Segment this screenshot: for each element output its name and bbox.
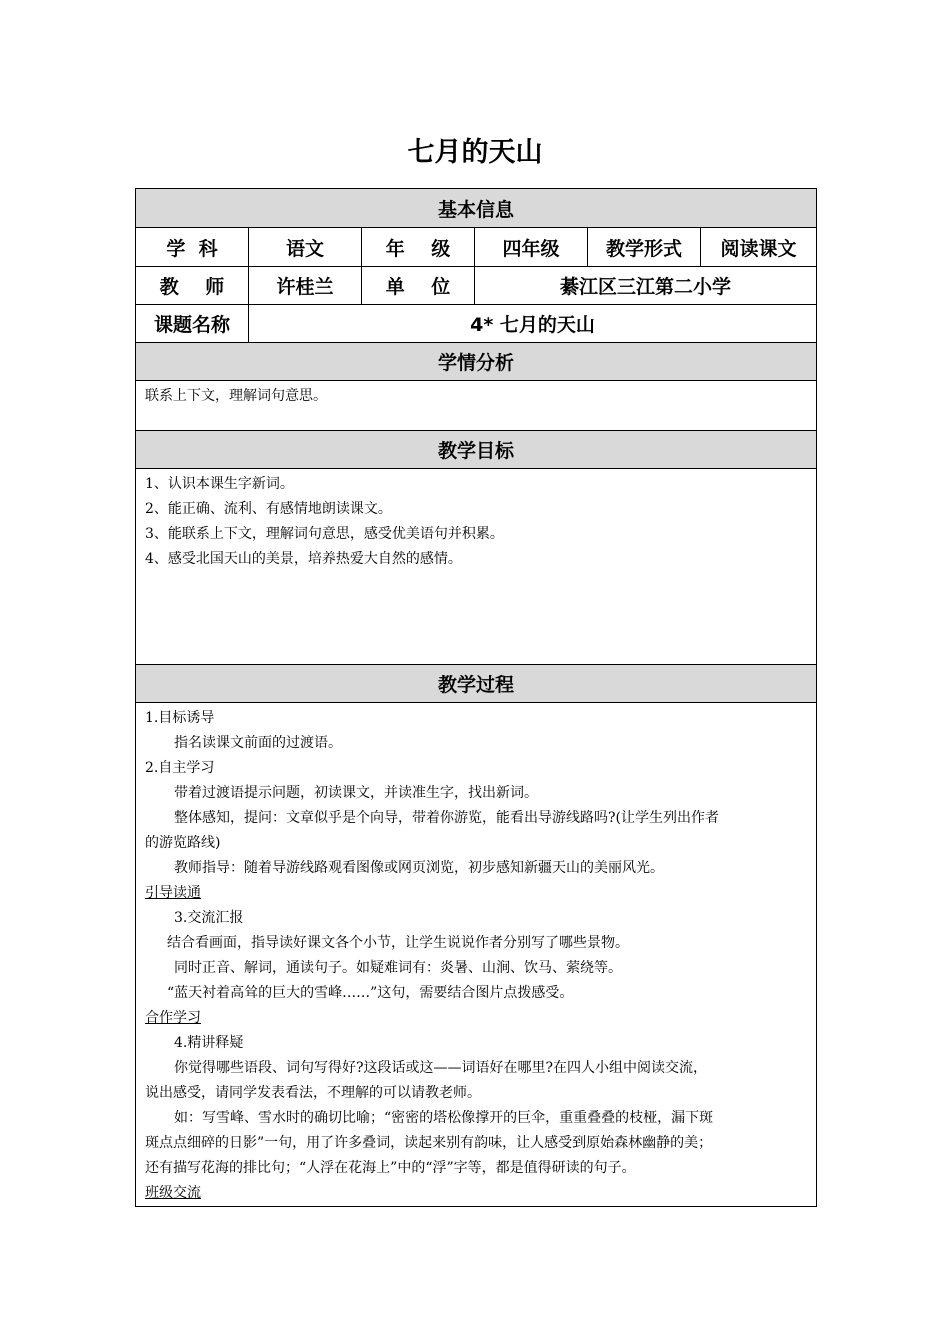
goal-item: 2、能正确、流利、有感情地朗读课文。	[145, 501, 392, 517]
step-title: 2.自主学习	[145, 760, 215, 776]
step-text: 你觉得哪些语段、词句写得好?这段话或这——词语好在哪里?在四人小组中阅读交流，	[174, 1060, 708, 1076]
form-value: 阅读课文	[701, 228, 817, 267]
topic-value: 4* 七月的天山	[249, 305, 817, 343]
unit-value: 綦江区三江第二小学	[475, 267, 817, 305]
step-title: 3.交流汇报	[174, 910, 244, 926]
section-teaching-process: 教学过程	[136, 665, 817, 703]
analysis-cell	[136, 381, 817, 431]
goal-item: 3、能联系上下文，理解词句意思，感受优美语句并积累。	[145, 526, 504, 542]
phase-tag: 班级交流	[145, 1185, 201, 1201]
step-text: 整体感知，提问：文章似乎是个向导，带着你游览，能看出导游线路吗?(让学生列出作者	[174, 810, 719, 826]
step-title: 1.目标诱导	[145, 710, 215, 726]
subject-label: 学 科	[136, 228, 249, 267]
section-teaching-goals: 教学目标	[136, 431, 817, 469]
step-text: 带着过渡语提示问题，初读课文，并读准生字，找出新词。	[174, 785, 538, 801]
grade-value: 四年级	[475, 228, 588, 267]
process-cell	[136, 703, 817, 1207]
step-text: 斑点点细碎的日影”一句，用了许多叠词，读起来别有韵味，让人感受到原始森林幽静的美；	[145, 1135, 713, 1151]
goals-cell	[136, 469, 817, 665]
step-text: 的游览路线)	[145, 835, 221, 851]
grade-label: 年 级	[362, 228, 475, 267]
step-text: “蓝天衬着高耸的巨大的雪峰……”这句，需要结合图片点拨感受。	[167, 985, 574, 1001]
analysis-text: 联系上下文，理解词句意思。	[145, 388, 327, 404]
step-text: 说出感受，请同学发表看法，不理解的可以请教老师。	[145, 1085, 481, 1101]
step-title: 4.精讲释疑	[174, 1035, 244, 1051]
lesson-plan-table	[135, 188, 817, 1207]
form-label: 教学形式	[588, 228, 701, 267]
topic-label: 课题名称	[136, 305, 249, 343]
step-text: 教师指导：随着导游线路观看图像或网页浏览，初步感知新疆天山的美丽风光。	[174, 860, 664, 876]
phase-tag: 引导读通	[145, 885, 201, 901]
teacher-label: 教 师	[136, 267, 249, 305]
step-text: 同时正音、解词，通读句子。如疑难词有：炎暑、山涧、饮马、萦绕等。	[174, 960, 622, 976]
section-student-analysis: 学情分析	[136, 343, 817, 381]
goal-item: 1、认识本课生字新词。	[145, 476, 294, 492]
document-title: 七月的天山	[407, 137, 543, 168]
step-text: 如：写雪峰、雪水时的确切比喻；“密密的塔松像撑开的巨伞，重重叠叠的枝桠，漏下斑	[174, 1110, 714, 1126]
step-text: 指名读课文前面的过渡语。	[174, 735, 342, 751]
step-text: 还有描写花海的排比句；“人浮在花海上”中的“浮”字等，都是值得研读的句子。	[145, 1160, 636, 1176]
step-text: 结合看画面，指导读好课文各个小节，让学生说说作者分别写了哪些景物。	[167, 935, 629, 951]
phase-tag: 合作学习	[145, 1010, 201, 1026]
goal-item: 4、感受北国天山的美景，培养热爱大自然的感情。	[145, 551, 462, 567]
unit-label: 单 位	[362, 267, 475, 305]
subject-value: 语文	[249, 228, 362, 267]
section-basic-info: 基本信息	[136, 189, 817, 228]
teacher-value: 许桂兰	[249, 267, 362, 305]
